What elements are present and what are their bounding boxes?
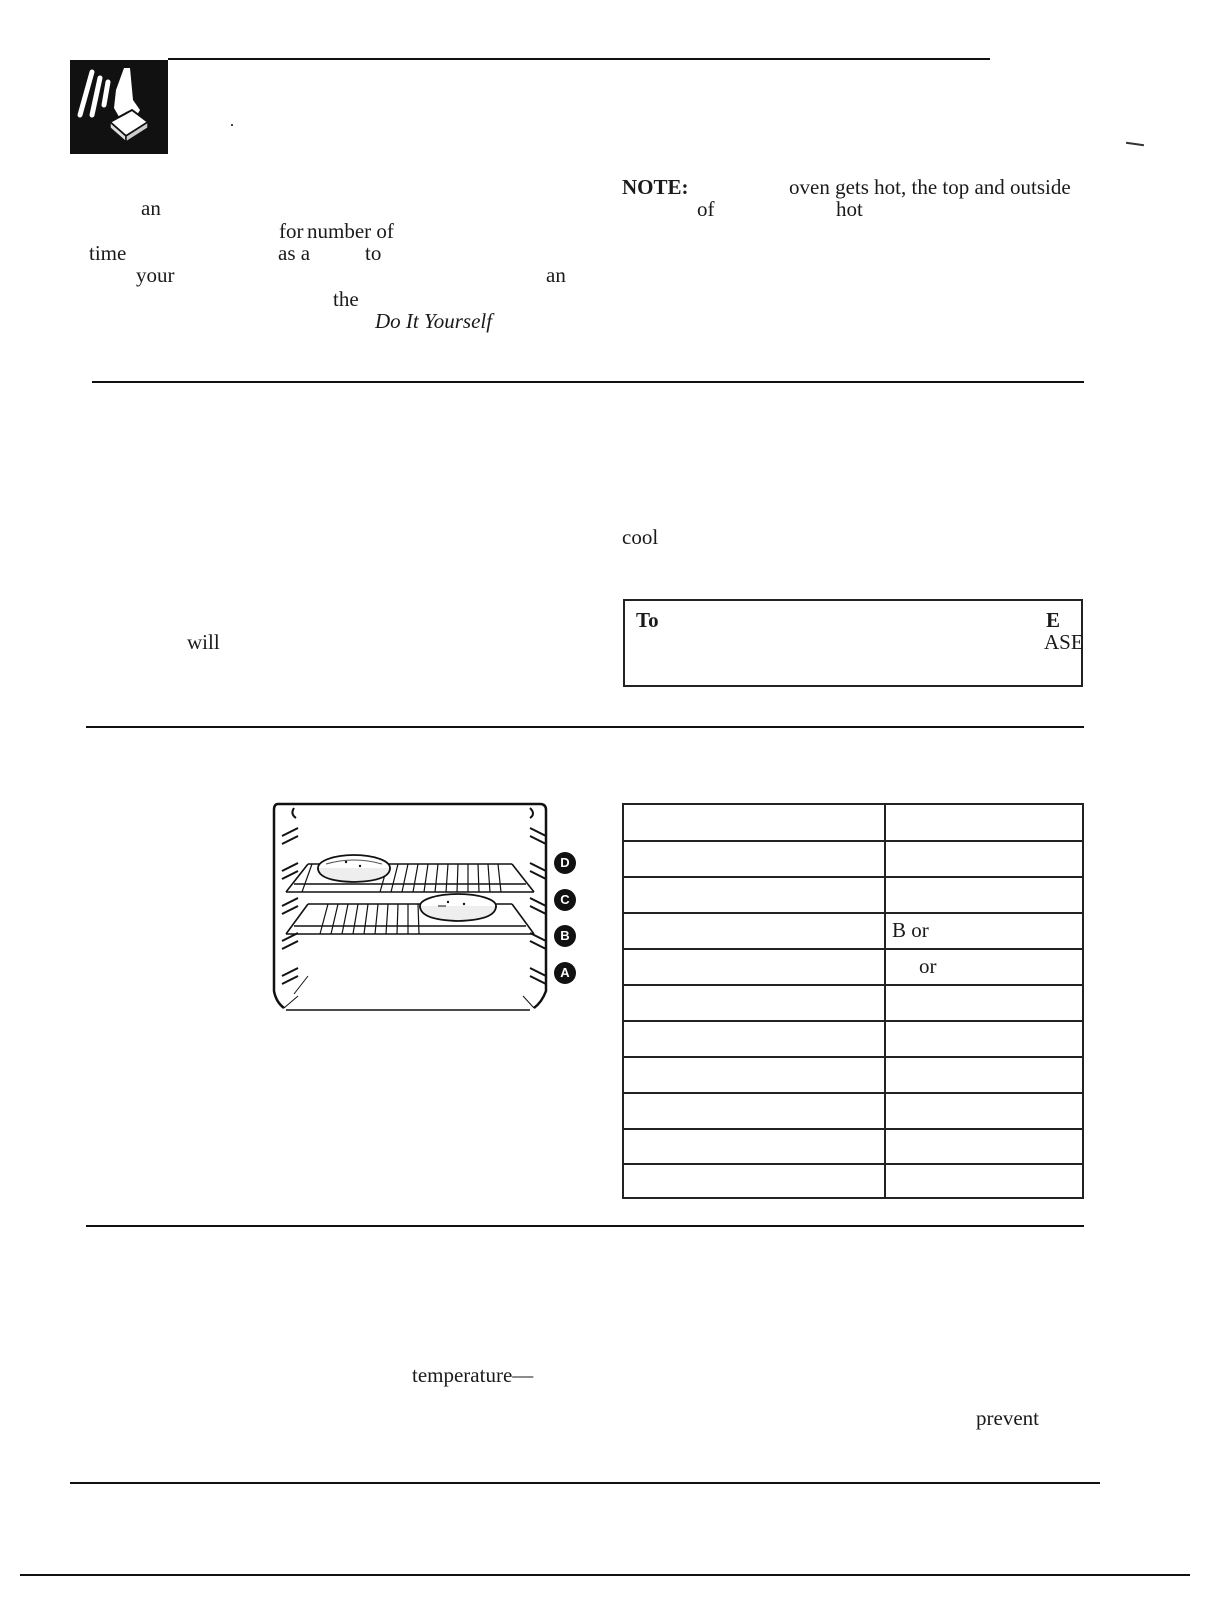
- table-rule: [622, 803, 1084, 805]
- rack-position-table: [622, 803, 1084, 1199]
- rack-position-d-badge: D: [554, 852, 576, 874]
- cool-text: cool: [622, 525, 659, 549]
- table-rule: [622, 1092, 1084, 1094]
- intro-fragment: as a: [278, 241, 311, 265]
- table-rule: [622, 1056, 1084, 1058]
- intro-fragment: number of: [307, 219, 394, 243]
- header-rule: [168, 58, 990, 60]
- section-divider: [92, 381, 1084, 383]
- intro-fragment: to: [365, 241, 382, 265]
- table-rule: [622, 1163, 1084, 1165]
- table-rule: [622, 912, 1084, 914]
- footer-rule: [70, 1482, 1100, 1484]
- table-rule: [884, 803, 886, 1199]
- do-it-yourself-title: Do It Yourself: [375, 309, 493, 333]
- section-divider: [86, 1225, 1084, 1227]
- temperature-text: temperature—: [412, 1363, 534, 1387]
- intro-fragment: an: [546, 263, 566, 287]
- rack-position-a-badge: A: [554, 962, 576, 984]
- prevent-text: prevent: [976, 1406, 1039, 1430]
- hand-press-logo-icon: [70, 60, 168, 154]
- intro-fragment: your: [136, 263, 175, 287]
- intro-fragment: the: [333, 287, 359, 311]
- oven-rack-illustration: [268, 796, 558, 1016]
- note-label: NOTE:: [622, 175, 689, 199]
- page-bottom-rule: [20, 1574, 1190, 1576]
- table-rule: [622, 984, 1084, 986]
- intro-fragment: time: [89, 241, 127, 265]
- caution-box: [623, 599, 1083, 687]
- page-corner-mark: [1126, 142, 1144, 146]
- table-rule: [622, 840, 1084, 842]
- table-cell: B or: [892, 918, 929, 942]
- table-rule: [1082, 803, 1084, 1199]
- header-dot: [231, 124, 233, 126]
- intro-fragment: an: [141, 196, 161, 220]
- intro-fragment: for: [279, 219, 304, 243]
- section-divider: [86, 726, 1084, 728]
- will-text: will: [187, 630, 220, 654]
- rack-position-c-badge: C: [554, 889, 576, 911]
- note-fragment: of: [697, 197, 715, 221]
- caution-box-letter: E: [1046, 608, 1061, 632]
- rack-position-b-badge: B: [554, 925, 576, 947]
- caution-box-letter: ASE: [1044, 630, 1084, 654]
- note-fragment: oven gets hot, the top and outside: [789, 175, 1071, 199]
- table-rule: [622, 1128, 1084, 1130]
- note-fragment: hot: [836, 197, 863, 221]
- table-rule: [622, 876, 1084, 878]
- caution-box-lead-word: To: [636, 608, 659, 632]
- table-rule: [622, 803, 624, 1199]
- oven-cavity-drawing: [268, 796, 558, 1016]
- table-rule: [622, 948, 1084, 950]
- table-rule: [622, 1020, 1084, 1022]
- table-rule: [622, 1197, 1084, 1199]
- table-cell: or: [919, 954, 937, 978]
